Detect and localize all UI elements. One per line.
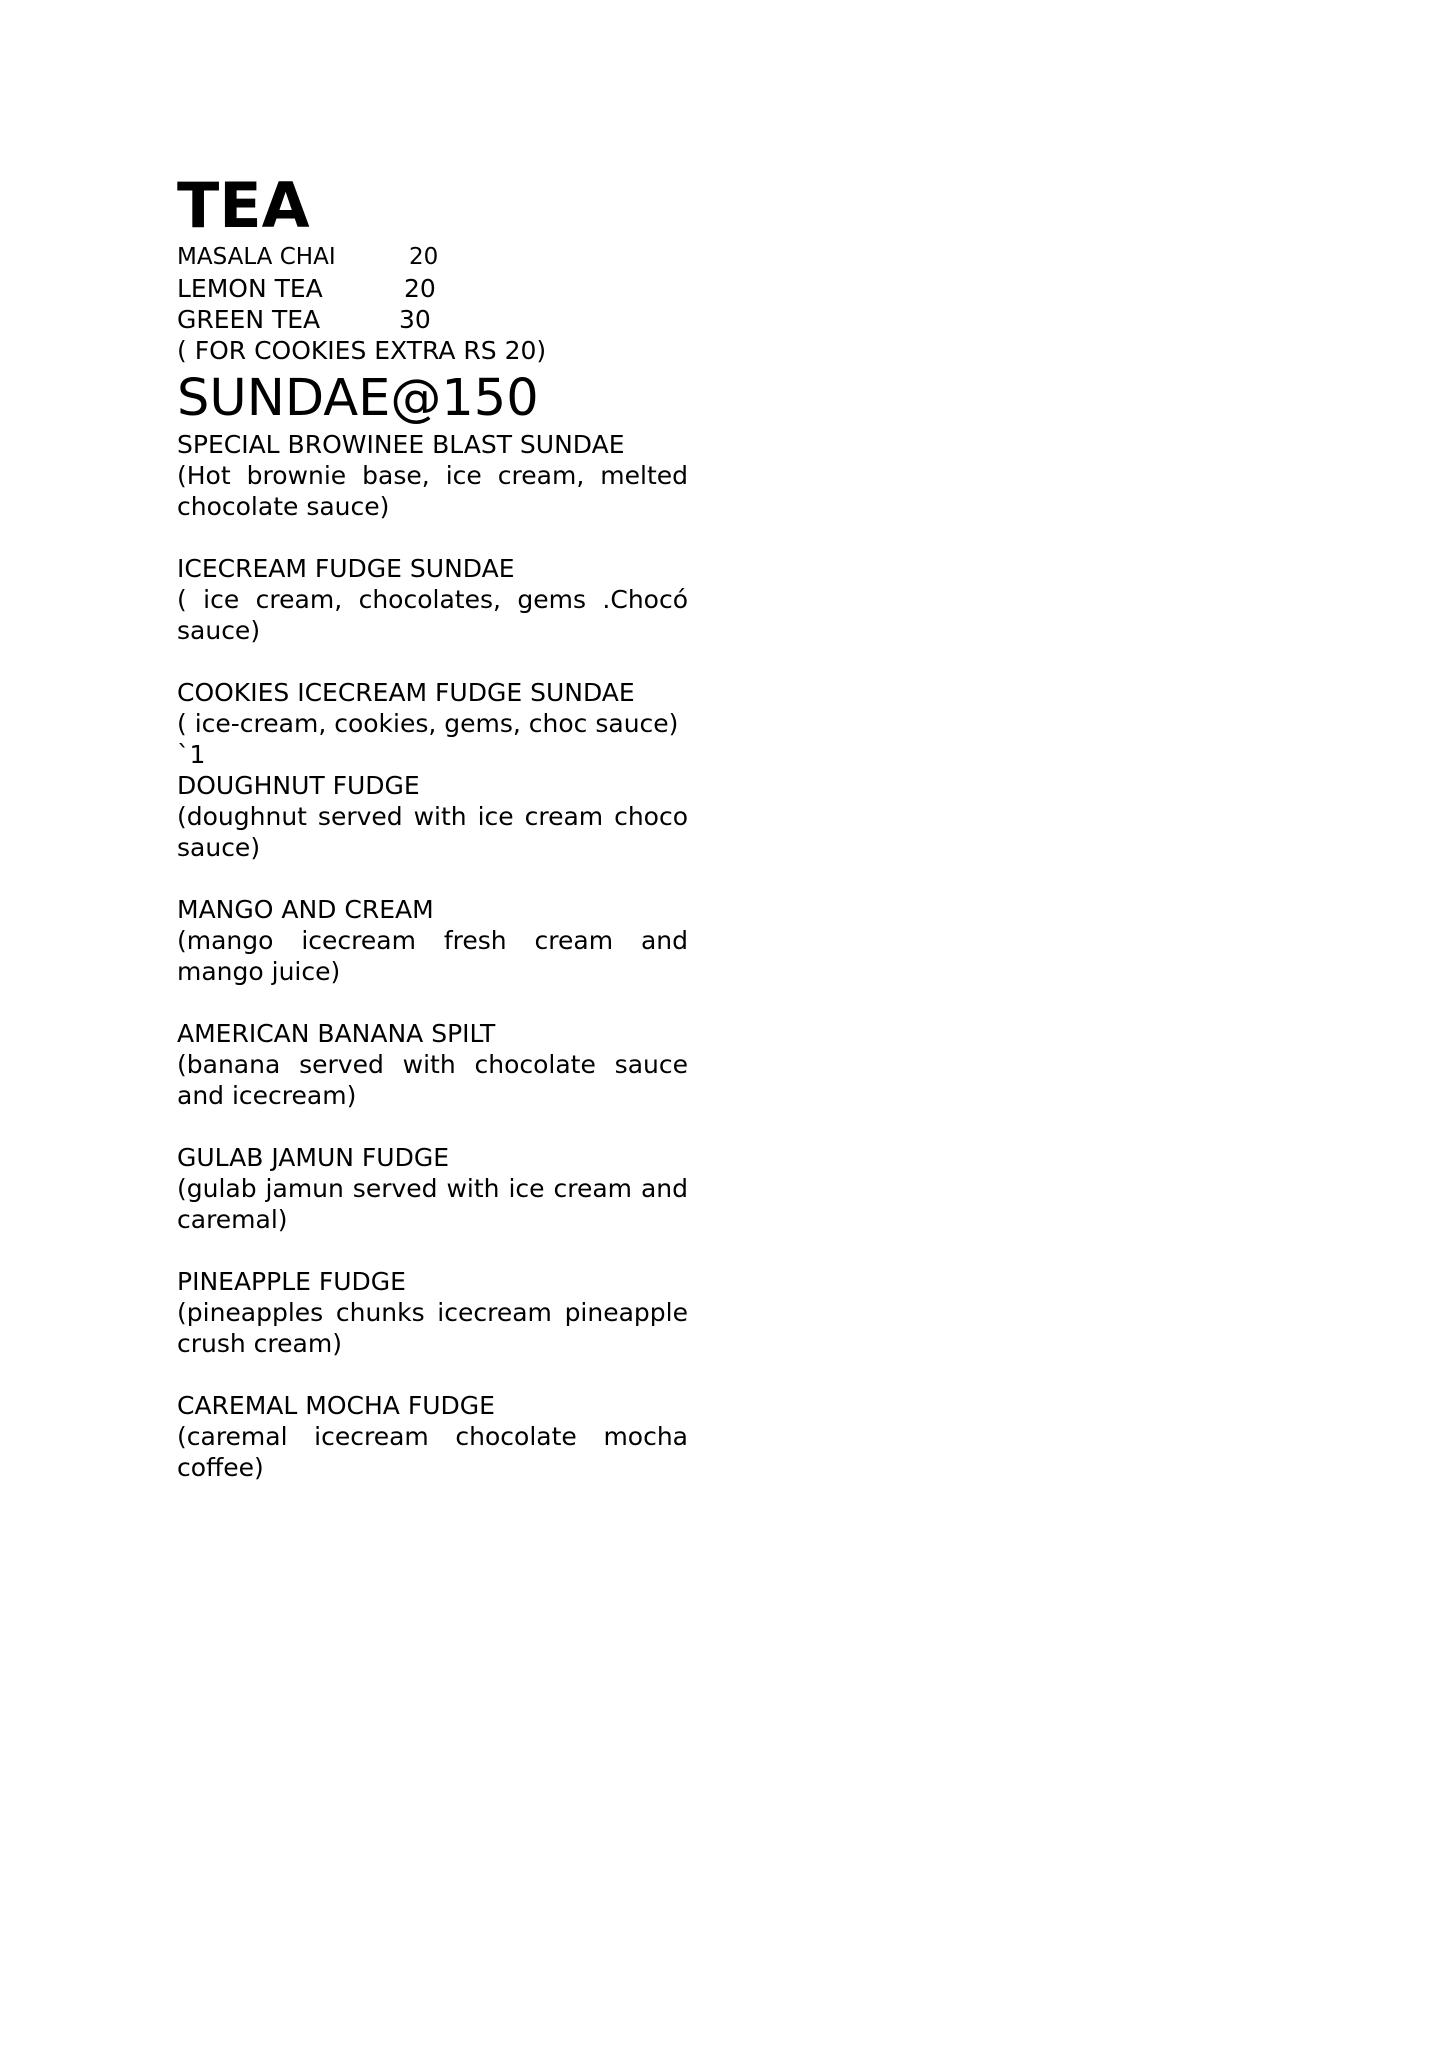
sundae-item-description: (mango icecream fresh cream and mango juice) <box>177 926 688 986</box>
tea-item-price: 30 <box>399 305 431 334</box>
sundae-item-description: (caremal icecream chocolate mocha coffee) <box>177 1422 688 1482</box>
spacer <box>177 522 689 553</box>
sundae-item-name: MANGO AND CREAM <box>177 895 434 924</box>
sundae-item-description: (banana served with chocolate sauce and icecream) <box>177 1050 688 1110</box>
spacer <box>177 987 689 1018</box>
tea-item-price: 20 <box>409 244 439 270</box>
sundae-item-name: COOKIES ICECREAM FUDGE SUNDAE <box>177 678 635 707</box>
sundae-item <box>177 429 689 522</box>
tea-item-name: LEMON TEA <box>177 274 323 303</box>
sundae-item-name: DOUGHNUT FUDGE <box>177 771 420 800</box>
sundae-item <box>177 1142 689 1235</box>
tea-item <box>177 304 689 335</box>
spacer <box>177 646 689 677</box>
tea-item-price: 20 <box>404 274 436 303</box>
tea-item <box>177 273 689 304</box>
spacer <box>177 863 689 894</box>
tea-item <box>177 242 689 273</box>
menu-content <box>177 170 689 1483</box>
tea-item-name: MASALA CHAI <box>177 244 336 270</box>
sundae-item-description: ( ice cream, chocolates, gems .Chocó sauce) <box>177 585 688 645</box>
sundae-item-name: GULAB JAMUN FUDGE <box>177 1143 450 1172</box>
sundae-heading: SUNDAE@150 <box>177 369 539 428</box>
sundae-item-name: ICECREAM FUDGE SUNDAE <box>177 554 515 583</box>
sundae-item-description: (Hot brownie base, ice cream, melted chocolate sauce) <box>177 461 688 521</box>
spacer <box>177 1235 689 1266</box>
stray-text: `1 <box>177 740 206 769</box>
sundae-item-name: AMERICAN BANANA SPILT <box>177 1019 496 1048</box>
tea-note: ( FOR COOKIES EXTRA RS 20) <box>177 336 547 365</box>
sundae-item-description: (gulab jamun served with ice cream and caremal) <box>177 1174 688 1234</box>
sundae-item <box>177 553 689 646</box>
sundae-item-name: PINEAPPLE FUDGE <box>177 1267 406 1296</box>
tea-heading: TEA <box>177 169 310 242</box>
spacer <box>177 1359 689 1390</box>
tea-item-name: GREEN TEA <box>177 305 321 334</box>
sundae-item <box>177 1390 689 1483</box>
spacer <box>177 1111 689 1142</box>
sundae-item <box>177 894 689 987</box>
sundae-item-description: (doughnut served with ice cream choco sauce) <box>177 802 688 862</box>
sundae-item <box>177 770 689 863</box>
sundae-item-description: (pineapples chunks icecream pineapple crush cream) <box>177 1298 688 1358</box>
sundae-item <box>177 677 689 739</box>
sundae-item-name: SPECIAL BROWINEE BLAST SUNDAE <box>177 430 625 459</box>
sundae-item <box>177 1266 689 1359</box>
sundae-item <box>177 1018 689 1111</box>
sundae-item-description: ( ice-cream, cookies, gems, choc sauce) <box>177 709 679 738</box>
sundae-item-name: CAREMAL MOCHA FUDGE <box>177 1391 495 1420</box>
